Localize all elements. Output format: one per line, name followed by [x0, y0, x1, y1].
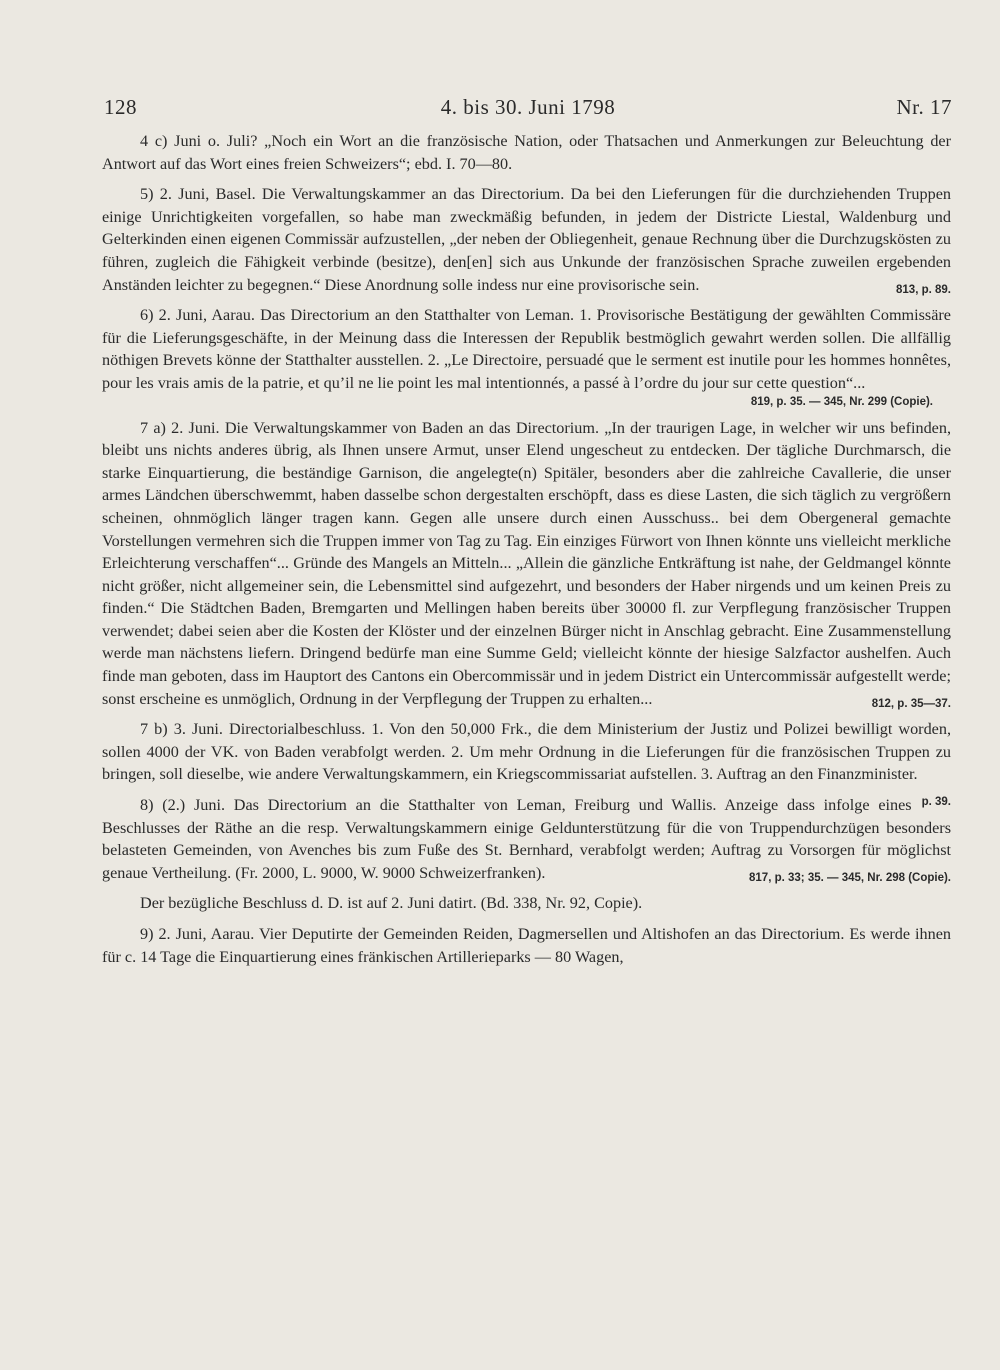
- entry-5: [102, 183, 951, 296]
- source-reference: 819, p. 35. — 345, Nr. 299 (Copie).: [750, 395, 933, 408]
- source-reference: 817, p. 33; 35. — 345, Nr. 298 (Copie).: [749, 871, 951, 884]
- header-number: Nr. 17: [896, 95, 952, 119]
- entry-text: 6) 2. Juni, Aarau. Das Directorium an den Statthalter von Leman. 1. Provisorische Bestätigung der gewählten Commissäre für die Lieferungsgeschäfte, in der Meinung dass die Interessen der Republik bestmöglich gewahrt werden sollen. Die allfällig nöthigen Brevets könne der Statthalter ausstellen. 2. „Le Directoire, persuadé que le serment est inutile pour les hommes honnêtes, pour les vrais amis de la patrie, et qu’il ne lie point les mal intentionnés, a passé à l’ordre du jour sur cette question“...: [102, 306, 951, 392]
- entry-note: [102, 892, 951, 915]
- entry-4c: [102, 130, 951, 175]
- entry-text: 5) 2. Juni, Basel. Die Verwaltungskammer an das Directorium. Da bei den Lieferungen für die durchziehenden Truppen einige Unrichtigkeiten vorgefallen, so habe man zweckmäßig befunden, in jedem der Districte Liestal, Waldenburg und Gelterkinden einen eigenen Commissär aufzustellen, „der neben der Obliegenheit, genaue Rechnung über die Durchzugskösten zu führen, zugleich die Fähigkeit verbinde (besitze), den[en] sich aus Unkunde der französischen Sprache zuweilen ergebenden Anständen leichter zu begegnen.“ Diese Anordnung solle indess nur eine provisorische sein.: [102, 185, 951, 294]
- entry-text: 7 b) 3. Juni. Directorialbeschluss. 1. Von den 50,000 Frk., die dem Ministerium der Justiz und Polizei bewilligt worden, sollen 4000 der VK. von Baden verabfolgt werden. 2. Um mehr Ordnung in die Lieferungen für die französischen Truppen zu bringen, soll dieselbe, wie andere Verwaltungskammern, ein Kriegscommissariat aufstellen. 3. Auftrag an den Finanzminister.: [102, 720, 951, 784]
- entry-text: 7 a) 2. Juni. Die Verwaltungskammer von Baden an das Directorium. „In der traurigen Lage, in welcher wir uns befinden, bleibt uns nichts anderes übrig, als Ihnen unsere Armut, unser Elend ungescheut zu entdecken. Der tägliche Durchmarsch, die starke Einquartierung, die beständige Garnison, die angelegte(n) Spitäler, besonders aber die zahlreiche Cavallerie, die unser armes Ländchen überschwemmt, haben dasselbe schon dergestalten erschöpft, dass es diese Lasten, die sich täglich zu vergrößern scheinen, ohnmöglich länger tragen kann. Gegen alle unsere durch einen Ausschuss.. bei dem Obergeneral gemachte Vorstellungen vermehren sich die Truppen immer von Tag zu Tag. Ein einziges Fürwort von Ihnen könnte uns vielleicht merkliche Erleichterung verschaffen“... Gründe des Mangels an Mitteln... „Allein die gänzliche Entkräftung ist nahe, der Geldmangel könnte nicht größer, nicht allgemeiner sein, die Lebensmittel sind aufgezehrt, und besonders der Haber nirgends und um keinen Preis zu finden.“ Die Städtchen Baden, Bremgarten und Mellingen haben bereits über 30000 fl. zur Verpflegung französischer Truppen verwendet; dabei seien aber die Kosten der Klöster und der einzelnen Bürger nicht in Anschlag gebracht. Eine Zusammenstellung werde man nächstens liefern. Dringend bedürfe man eine Summe Geld; vielleicht könnte der hiesige Salzfactor aushelfen. Auch finde man geboten, dass im Hauptort des Cantons ein Obercommissär und in jedem District ein Untercommissär aufgestellt werde; sonst erscheine es unmöglich, Ordnung in der Verpflegung der Truppen zu erhalten...: [102, 418, 951, 708]
- entry-text: 8) (2.) Juni. Das Directorium an die Statthalter von Leman, Freiburg und Wallis. Anzeige dass infolge eines Beschlusses der Räthe an die resp. Verwaltungskammern einige Geldunterstützung für die von Truppendurchzügen besonders belasteten Gemeinden, von Avenches bis zum Fuße des St. Bernhard, verabfolgt werden; Auftrag zu Vorsorgen für möglichst genaue Vertheilung. (Fr. 2000, L. 9000, W. 9000 Schweizerfranken).: [102, 796, 951, 882]
- entry-6: [102, 304, 951, 394]
- source-reference: 812, p. 35—37.: [871, 697, 951, 710]
- entry-9: [102, 923, 951, 968]
- entry-7a: [102, 417, 951, 711]
- source-reference: p. 39.: [921, 796, 951, 809]
- document-body: [102, 130, 951, 976]
- page-number: 128: [104, 95, 137, 119]
- entry-text: 9) 2. Juni, Aarau. Vier Deputirte der Gemeinden Reiden, Dagmersellen und Altishofen an das Directorium. Es werde ihnen für c. 14 Tage die Einquartierung eines fränkischen Artillerieparks — 80 Wagen,: [102, 925, 951, 966]
- entry-text: 4 c) Juni o. Juli? „Noch ein Wort an die französische Nation, oder Thatsachen und Anmerkungen zur Beleuchtung der Antwort auf das Wort eines freien Schweizers“; ebd. I. 70—80.: [102, 132, 951, 173]
- source-reference: 813, p. 89.: [896, 283, 951, 296]
- header-title: 4. bis 30. Juni 1798: [440, 95, 616, 119]
- note-text: Der bezügliche Beschluss d. D. ist auf 2. Juni datirt. (Bd. 338, Nr. 92, Copie).: [140, 894, 643, 913]
- entry-7b: [102, 718, 951, 809]
- entry-8: [102, 794, 951, 884]
- running-header: [104, 95, 952, 127]
